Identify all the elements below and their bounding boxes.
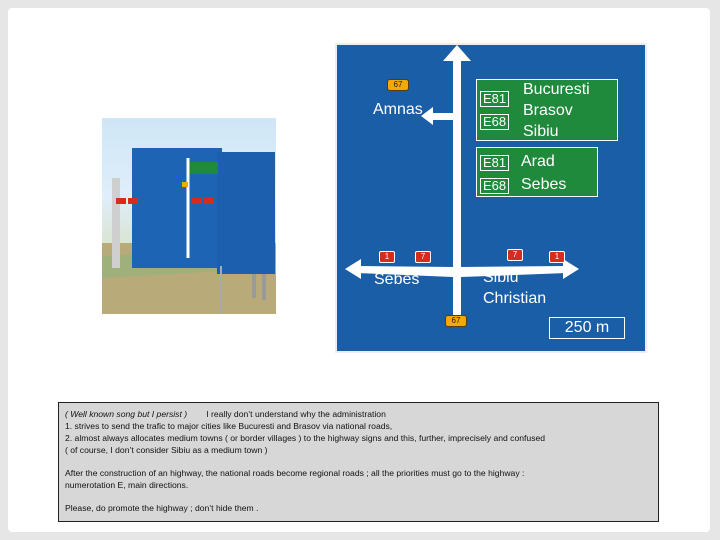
route-badge-1-left: 1 (379, 251, 395, 263)
destination-brasov: Brasov (523, 102, 573, 119)
destination-bucuresti: Bucuresti (523, 81, 590, 98)
commentary-box (58, 402, 659, 522)
destination-amnas: Amnas (373, 101, 423, 118)
point-note: ( of course, I don’t consider Sibiu as a medium town ) (65, 445, 268, 455)
route-e68-top: E68 (480, 114, 509, 130)
distance-plate: 250 m (549, 317, 625, 339)
paragraph-2-line-2: numerotation E, main directions. (65, 480, 189, 490)
destination-sebes-left: Sebes (374, 271, 420, 288)
intro-line (65, 408, 652, 420)
destination-christian: Christian (483, 290, 547, 307)
intro-rest: I really don’t understand why the administration (206, 409, 386, 419)
destination-sibiu: Sibiu (523, 123, 559, 140)
route-e81-top: E81 (480, 91, 509, 107)
route-e81-mid: E81 (480, 155, 509, 171)
route-badge-7-left: 7 (415, 251, 431, 263)
destination-sebes-right: Sebes (521, 176, 567, 193)
destination-sibiu-lower: Sibiu (483, 269, 519, 286)
route-badge-67-top: 67 (387, 79, 409, 91)
intro-em: ( Well known song but I persist ) (65, 409, 188, 419)
route-e68-mid: E68 (480, 178, 509, 194)
route-badge-67-bottom: 67 (445, 315, 467, 327)
point-2: 2. almost always allocates medium towns ( or border villages ) to the highway signs and this, further, imprecisely and confused (65, 433, 546, 443)
route-badge-1-right: 1 (549, 251, 565, 263)
highway-sign-diagram (335, 43, 647, 353)
road-sign-photo (102, 118, 276, 314)
point-1: 1. strives to send the trafic to major cities like Bucuresti and Brasov via national roads, (65, 421, 393, 431)
route-badge-7-right: 7 (507, 249, 523, 261)
paragraph-2-line-1: After the construction of an highway, the national roads become regional roads ; all the priorities must go to the highway : (65, 468, 525, 478)
destination-arad: Arad (521, 153, 555, 170)
paragraph-3: Please, do promote the highway ; don’t hide them . (65, 503, 259, 513)
